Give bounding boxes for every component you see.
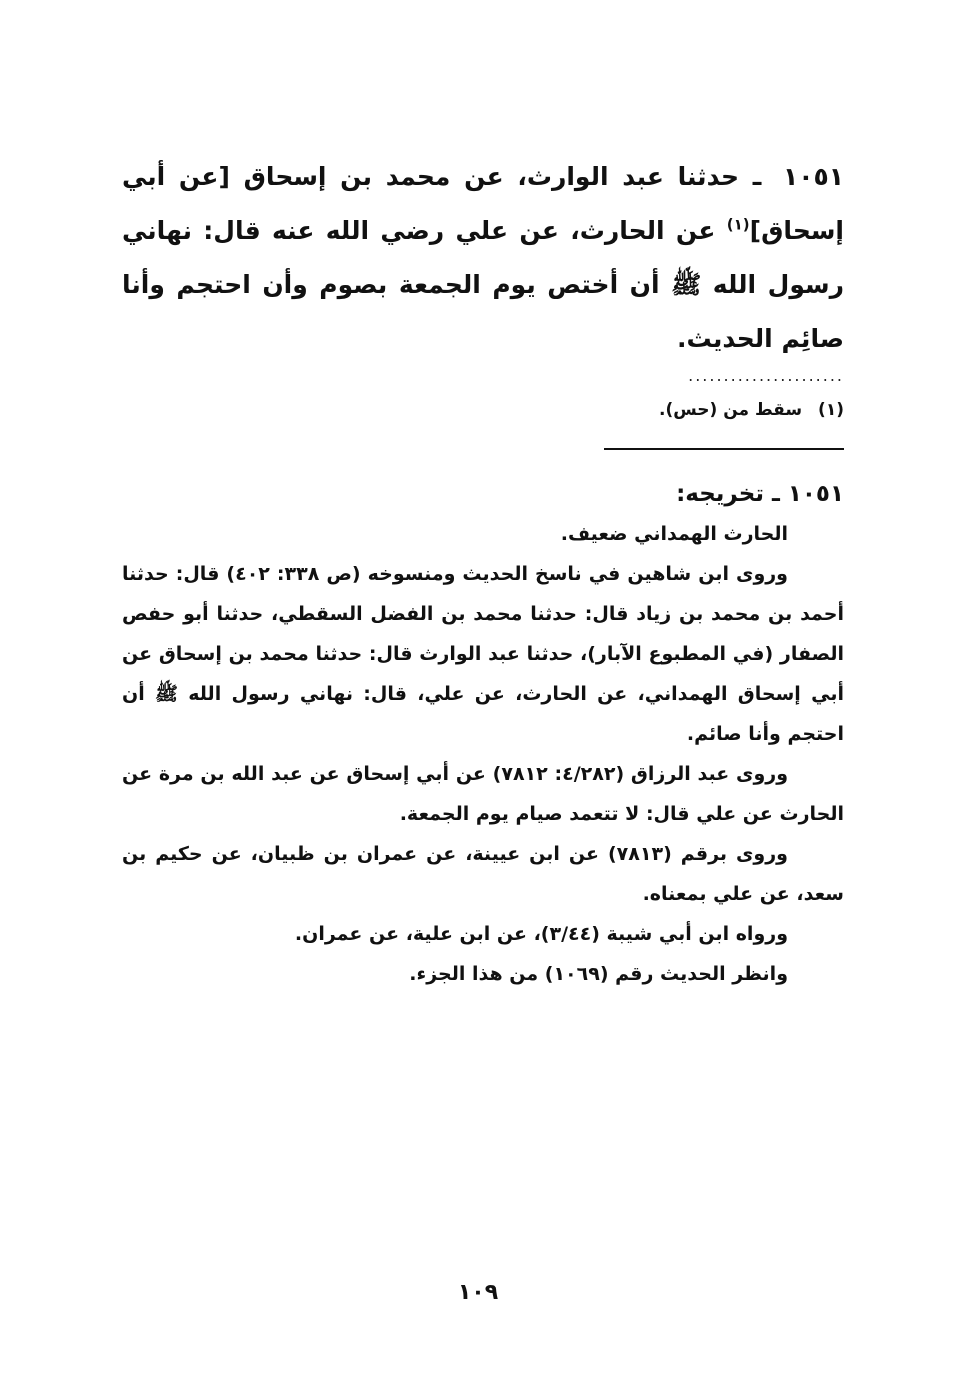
takhrij-paragraph: الحارث الهمداني ضعيف. bbox=[560, 523, 788, 545]
hadith-text bbox=[122, 150, 844, 366]
footnote-reference: (١) bbox=[726, 215, 750, 234]
footnote bbox=[122, 396, 844, 424]
hadith-text-part-1: حدثنا عبد الوارث، عن محمد بن إسحاق [عن أبي إسحاق] bbox=[122, 162, 844, 245]
hadith-dash: ـ bbox=[752, 162, 762, 191]
document-page bbox=[122, 150, 844, 1350]
page-number: ١٠٩ bbox=[457, 1280, 499, 1305]
footnote-marker: (١) bbox=[818, 400, 844, 420]
footnote-dotted-divider: ...................... bbox=[688, 366, 844, 385]
takhrij-paragraph: وروى برقم (٧٨١٣) عن ابن عيينة، عن عمران بن ظبيان، عن حكيم بن سعد، عن علي بمعناه. bbox=[122, 843, 844, 905]
takhrij-paragraph: وروى عبد الرزاق (٤/٢٨٢: ٧٨١٢) عن أبي إسحاق عن عبد الله بن مرة عن الحارث عن علي قال: لا تتعمد صيام يوم الجمعة. bbox=[122, 763, 844, 825]
takhrij-heading: ١٠٥١ ـ تخريجه: bbox=[676, 481, 844, 507]
hadith-number: ١٠٥١ bbox=[782, 162, 844, 191]
footnote-text: سقط من (حس). bbox=[659, 400, 803, 420]
takhrij-paragraph: وروى ابن شاهين في ناسخ الحديث ومنسوخه (ص ٣٣٨: ٤٠٢) قال: حدثنا أحمد بن محمد بن زياد قال: حدثنا محمد بن الفضل السقطي، حدثنا أبو حفص الصفار (في المطبوع الآبار)، حدثنا عبد الوارث قال: حدثنا محمد بن إسحاق عن أبي إسحاق الهمداني، عن الحارث، عن علي، قال: نهاني رسول الله ﷺ أن احتجم وأنا صائم. bbox=[122, 563, 844, 745]
takhrij-body bbox=[122, 514, 844, 994]
takhrij-paragraph: ورواه ابن أبي شيبة (٣/٤٤)، عن ابن علية، عن عمران. bbox=[294, 923, 788, 945]
takhrij-paragraph: وانظر الحديث رقم (١٠٦٩) من هذا الجزء. bbox=[409, 963, 788, 985]
hadith-text-part-2: عن الحارث، عن علي رضي الله عنه قال: نهاني رسول الله ﷺ أن أختص يوم الجمعة بصوم وأن احتجم وأنا صائِم الحديث. bbox=[122, 216, 844, 353]
section-separator-line bbox=[604, 448, 844, 450]
